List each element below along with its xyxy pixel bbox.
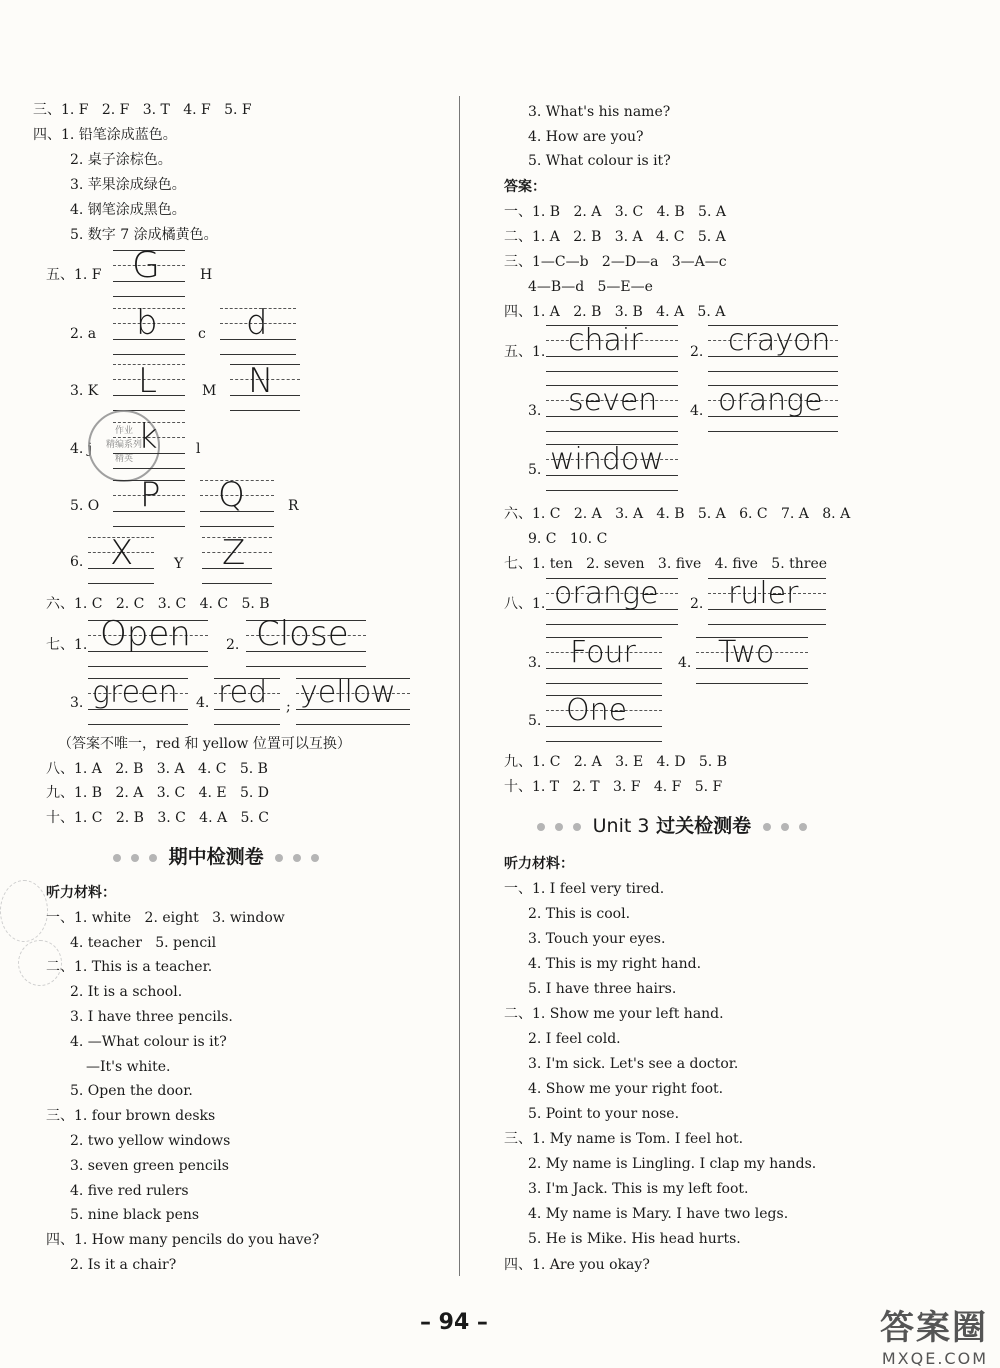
listening-line: 二、1. Show me your left hand. — [504, 1006, 724, 1022]
handwritten-answer: ruler — [728, 576, 799, 611]
separator: ; — [286, 699, 291, 715]
answer-line: 六、1. C 2. C 3. C 4. C 5. B — [46, 596, 270, 612]
handwritten-answer: Four — [570, 635, 636, 670]
dot-icon — [537, 823, 545, 831]
question-label: 七、1. — [46, 637, 88, 653]
listening-line: 4. How are you? — [528, 129, 644, 145]
listening-line: 2. two yellow windows — [70, 1133, 231, 1149]
handwritten-answer: orange — [554, 576, 659, 611]
question-label: 2. — [690, 344, 704, 360]
listening-line: 二、1. This is a teacher. — [46, 959, 213, 975]
listening-line: 2. I feel cold. — [528, 1031, 621, 1047]
handwritten-answer: crayon — [728, 323, 831, 358]
listening-line: 5. Point to your nose. — [528, 1106, 680, 1122]
answer-line: 三、1. F 2. F 3. T 4. F 5. F — [33, 102, 252, 118]
question-label: 2. a — [70, 326, 97, 342]
question-label: 4. — [196, 695, 210, 711]
question-label: R — [288, 498, 299, 514]
listening-line: 四、1. Are you okay? — [504, 1257, 650, 1273]
handwritten-answer: G — [132, 245, 160, 286]
answer-line: 9. C 10. C — [528, 531, 608, 547]
answer-line: 六、1. C 2. A 3. A 4. B 5. A 6. C 7. A 8. A — [504, 506, 851, 522]
listening-line: 5. What colour is it? — [528, 153, 671, 169]
listening-line: 5. nine black pens — [70, 1207, 200, 1223]
handwritten-answer: Q — [218, 475, 245, 515]
handwritten-answer: red — [218, 675, 268, 710]
question-label: c — [198, 326, 206, 342]
dot-icon — [573, 823, 581, 831]
question-label: 5. O — [70, 498, 100, 514]
question-label: 4. — [678, 655, 692, 671]
question-label: 3. K — [70, 383, 99, 399]
handwritten-answer: X — [110, 533, 134, 573]
question-label: 2. — [690, 596, 704, 612]
answer-line: 九、1. C 2. A 3. E 4. D 5. B — [504, 754, 727, 770]
answer-label: 答案： — [504, 179, 546, 195]
answer-line: 七、1. ten 2. seven 3. five 4. five 5. three — [504, 556, 828, 572]
question-label: 八、1. — [504, 596, 546, 612]
listening-line: 4. —What colour is it? — [70, 1034, 227, 1050]
handwritten-answer: Close — [256, 614, 349, 654]
listening-line: 四、1. How many pencils do you have? — [46, 1232, 320, 1248]
listening-line: 一、1. I feel very tired. — [504, 881, 665, 897]
handwritten-answer: L — [138, 361, 157, 401]
listening-line: 2. It is a school. — [70, 984, 183, 1000]
handwritten-answer: k — [138, 417, 158, 457]
listening-label: 听力材料： — [504, 856, 574, 872]
question-label: 五、1. — [504, 344, 546, 360]
answer-line: 5. 数字 7 涂成橘黄色。 — [70, 227, 218, 243]
question-label: M — [202, 383, 217, 399]
listening-line: 3. I'm sick. Let's see a doctor. — [528, 1056, 739, 1072]
answer-line: 九、1. B 2. A 3. C 4. E 5. D — [46, 785, 269, 801]
handwritten-answer: orange — [718, 383, 823, 418]
dot-icon — [799, 823, 807, 831]
dot-icon — [131, 854, 139, 862]
listening-label: 听力材料： — [46, 885, 116, 901]
answer-line: 十、1. C 2. B 3. C 4. A 5. C — [46, 810, 269, 826]
section-heading — [532, 814, 812, 838]
question-label: 2. — [226, 637, 240, 653]
dot-icon — [113, 854, 121, 862]
answer-note: （答案不唯一，red 和 yellow 位置可以互换） — [58, 736, 351, 752]
listening-line: 4. Show me your right foot. — [528, 1081, 724, 1097]
listening-line: 3. seven green pencils — [70, 1158, 229, 1174]
section-title-en: Unit 3 — [592, 815, 650, 837]
listening-line: 2. Is it a chair? — [70, 1257, 177, 1273]
question-label: Y — [174, 556, 184, 572]
handwritten-answer: b — [136, 303, 158, 343]
handwritten-answer: green — [92, 675, 178, 710]
column-divider — [459, 96, 460, 1276]
answer-line: 十、1. T 2. T 3. F 4. F 5. F — [504, 779, 723, 795]
answer-line: 3. 苹果涂成绿色。 — [70, 177, 186, 193]
listening-line: 3. I have three pencils. — [70, 1009, 233, 1025]
dot-icon — [311, 854, 319, 862]
question-label: 6. — [70, 554, 84, 570]
dot-icon — [149, 854, 157, 862]
question-label: 4. — [690, 403, 704, 419]
listening-line: 4. This is my right hand. — [528, 956, 702, 972]
answer-line: 四、1. 铅笔涂成蓝色。 — [33, 127, 177, 143]
listening-line: 2. This is cool. — [528, 906, 631, 922]
stamp-logo: 作业 精编系列 精英 — [88, 410, 160, 482]
handwritten-answer: chair — [568, 323, 643, 358]
handwritten-answer: Two — [718, 635, 775, 670]
listening-line: 4. five red rulers — [70, 1183, 189, 1199]
answer-line: 二、1. A 2. B 3. A 4. C 5. A — [504, 229, 726, 245]
handwritten-answer: Z — [222, 533, 246, 573]
handwritten-answer: seven — [568, 383, 658, 418]
listening-line: 3. Touch your eyes. — [528, 931, 666, 947]
dot-icon — [763, 823, 771, 831]
question-label: 3. — [528, 655, 542, 671]
listening-line: 3. I'm Jack. This is my left foot. — [528, 1181, 749, 1197]
question-label: 5. — [528, 462, 542, 478]
handwritten-answer: N — [248, 361, 274, 401]
answer-line: 4. 钢笔涂成黑色。 — [70, 202, 186, 218]
section-title: 过关检测卷 — [656, 815, 752, 837]
listening-line: 一、1. white 2. eight 3. window — [46, 910, 285, 926]
question-label: 3. — [528, 403, 542, 419]
listening-line: 5. I have three hairs. — [528, 981, 677, 997]
dot-icon — [555, 823, 563, 831]
dot-icon — [293, 854, 301, 862]
listening-line: 2. My name is Lingling. I clap my hands. — [528, 1156, 817, 1172]
listening-line: —It's white. — [86, 1059, 171, 1075]
handwritten-answer: yellow — [300, 675, 396, 710]
answer-line: 三、1—C—b 2—D—a 3—A—c — [504, 254, 727, 270]
watermark-en: MXQE.COM — [881, 1349, 988, 1368]
dot-icon — [781, 823, 789, 831]
listening-line: 3. What's his name? — [528, 104, 671, 120]
section-heading — [108, 845, 324, 869]
answer-line: 2. 桌子涂棕色。 — [70, 152, 172, 168]
question-label: l — [196, 441, 201, 457]
watermark-logo — [838, 1300, 988, 1368]
listening-line: 三、1. My name is Tom. I feel hot. — [504, 1131, 744, 1147]
dot-icon — [275, 854, 283, 862]
listening-line: 5. He is Mike. His head hurts. — [528, 1231, 741, 1247]
listening-line: 4. teacher 5. pencil — [70, 935, 217, 951]
listening-line: 5. Open the door. — [70, 1083, 193, 1099]
section-title: 期中检测卷 — [168, 846, 264, 868]
handwritten-answer: d — [246, 303, 268, 343]
question-label: 3. — [70, 695, 84, 711]
question-label: H — [200, 267, 213, 283]
answer-line: 四、1. A 2. B 3. B 4. A 5. A — [504, 304, 726, 320]
page-number: – 94 – — [420, 1310, 488, 1335]
faded-illustration — [0, 880, 48, 942]
handwritten-answer: P — [140, 475, 161, 515]
question-label: 5. — [528, 713, 542, 729]
question-label: 4. j — [70, 441, 93, 457]
handwritten-answer: Open — [100, 614, 191, 654]
listening-line: 三、1. four brown desks — [46, 1108, 216, 1124]
handwritten-answer: One — [566, 693, 628, 728]
answer-line: 一、1. B 2. A 3. C 4. B 5. A — [504, 204, 726, 220]
answer-line: 4—B—d 5—E—e — [528, 279, 653, 295]
handwritten-answer: window — [550, 442, 664, 477]
watermark-cn: 答案圈 — [880, 1308, 988, 1348]
listening-line: 4. My name is Mary. I have two legs. — [528, 1206, 789, 1222]
answer-line: 八、1. A 2. B 3. A 4. C 5. B — [46, 761, 268, 777]
question-label: 五、1. F — [46, 267, 102, 283]
